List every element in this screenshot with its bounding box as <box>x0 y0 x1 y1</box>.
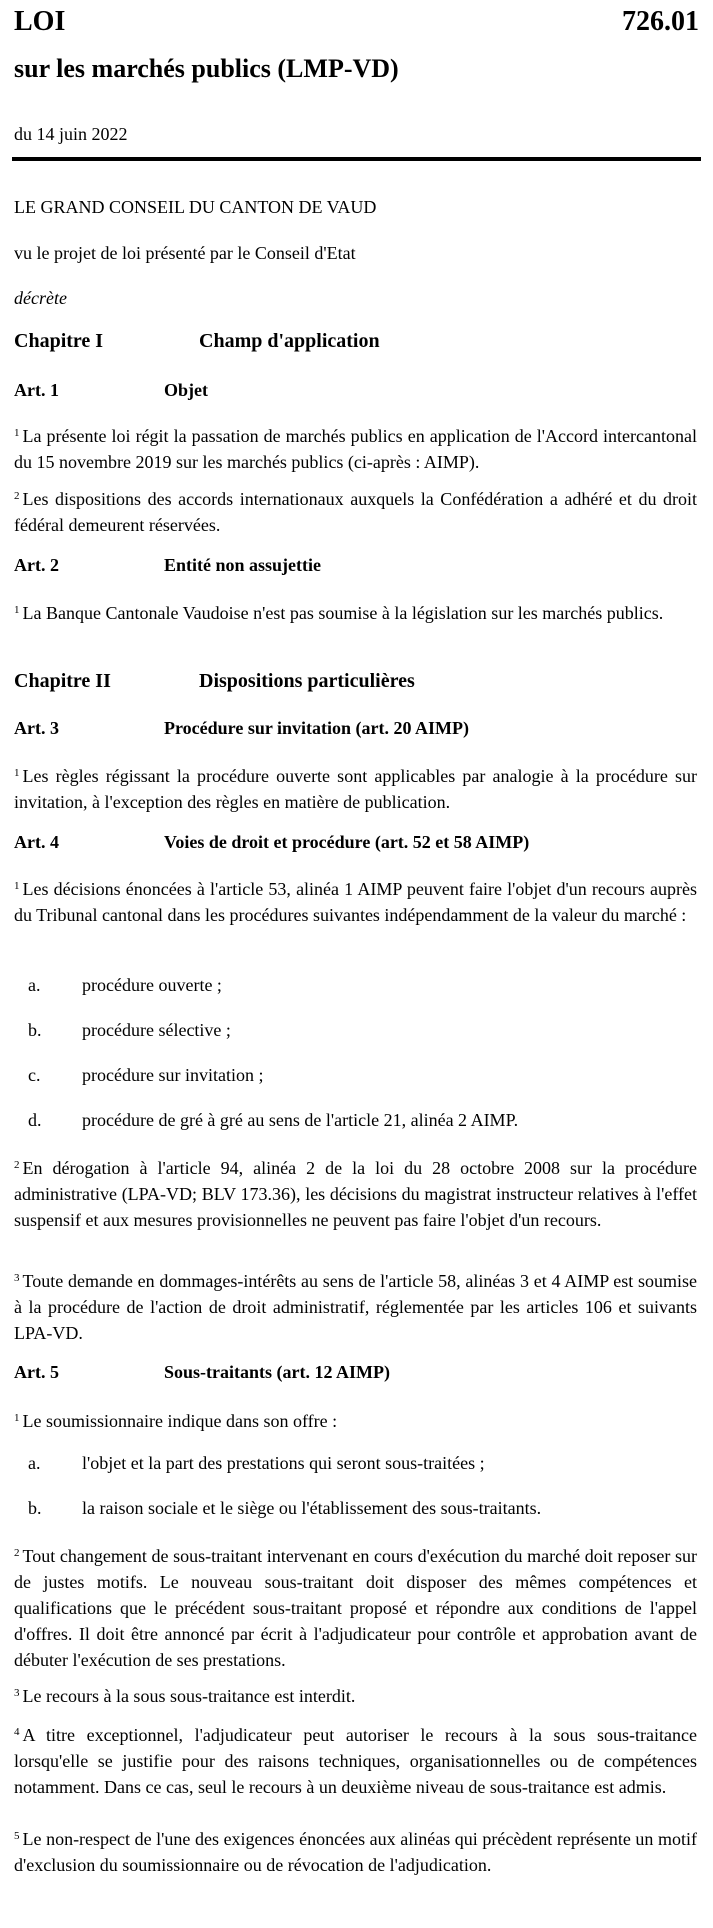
article-title: Procédure sur invitation (art. 20 AIMP) <box>164 718 469 738</box>
list-item-text: la raison sociale et le siège ou l'établissement des sous-traitants. <box>82 1498 542 1518</box>
paragraph <box>14 423 697 475</box>
article-heading <box>14 718 469 739</box>
paragraph-number: 2 <box>14 1159 20 1171</box>
paragraph-number: 3 <box>14 1687 20 1699</box>
list-item-text: procédure de gré à gré au sens de l'article 21, alinéa 2 AIMP. <box>82 1110 519 1130</box>
article-heading <box>14 380 208 401</box>
paragraph-number: 1 <box>14 427 20 439</box>
header-divider <box>12 157 701 161</box>
article-title: Sous-traitants (art. 12 AIMP) <box>164 1362 390 1382</box>
paragraph <box>14 1543 697 1673</box>
paragraph-text: Les décisions énoncées à l'article 53, alinéa 1 AIMP peuvent faire l'objet d'un recours auprès du Tribunal cantonal dans les procédures suivantes indépendamment de la valeur du marché : <box>14 879 697 925</box>
list-item-text: procédure ouverte ; <box>82 975 222 995</box>
article-number: Art. 2 <box>14 555 59 575</box>
paragraph <box>14 1155 697 1233</box>
article-heading <box>14 555 321 576</box>
article-title: Objet <box>164 380 208 400</box>
article-number: Art. 4 <box>14 832 59 852</box>
paragraph <box>14 486 697 538</box>
chapter-number: Chapitre I <box>14 330 104 352</box>
article-title: Entité non assujettie <box>164 555 321 575</box>
list-item-text: l'objet et la part des prestations qui seront sous-traitées ; <box>82 1453 485 1473</box>
paragraph-text: La présente loi régit la passation de marchés publics en application de l'Accord intercantonal du 15 novembre 2019 sur les marchés publics (ci-après : AIMP). <box>14 426 697 472</box>
law-date: du 14 juin 2022 <box>14 124 128 144</box>
article-number: Art. 5 <box>14 1362 59 1382</box>
paragraph <box>14 1826 697 1878</box>
list-item <box>28 1110 519 1131</box>
list-item-text: procédure sur invitation ; <box>82 1065 264 1085</box>
paragraph-number: 2 <box>14 490 20 502</box>
list-item <box>28 1453 485 1474</box>
paragraph <box>14 600 697 626</box>
law-type-title: LOI <box>14 6 66 37</box>
paragraph <box>14 763 697 815</box>
paragraph <box>14 1683 697 1709</box>
paragraph-text: En dérogation à l'article 94, alinéa 2 de la loi du 28 octobre 2008 sur la procédure administrative (LPA-VD; BLV 173.36), les décisions du magistrat instructeur relatives à l'effet suspensif et aux mesures provisionnelles ne peuvent pas faire l'objet d'un recours. <box>14 1158 697 1230</box>
paragraph <box>14 1722 697 1800</box>
article-heading <box>14 1362 390 1383</box>
paragraph-text: Le soumissionnaire indique dans son offre : <box>22 1411 338 1431</box>
paragraph-text: Le recours à la sous sous-traitance est interdit. <box>22 1686 356 1706</box>
chapter-heading <box>14 670 415 693</box>
law-number: 726.01 <box>622 6 699 37</box>
paragraph-text: Les règles régissant la procédure ouverte sont applicables par analogie à la procédure sur invitation, à l'exception des règles en matière de publication. <box>14 766 697 812</box>
chapter-heading <box>14 330 380 353</box>
chapter-title: Dispositions particulières <box>199 670 415 692</box>
list-item-letter: c. <box>28 1065 41 1085</box>
article-title: Voies de droit et procédure (art. 52 et 58 AIMP) <box>164 832 530 852</box>
law-subtitle: sur les marchés publics (LMP-VD) <box>14 54 399 83</box>
article-heading <box>14 832 530 853</box>
paragraph-text: Le non-respect de l'une des exigences énoncées aux alinéas qui précèdent représente un motif d'exclusion du soumissionnaire ou de révocation de l'adjudication. <box>14 1829 697 1875</box>
paragraph-text: A titre exceptionnel, l'adjudicateur peut autoriser le recours à la sous sous-traitance lorsqu'elle se justifie pour des raisons techniques, organisationnelles ou de compétences notamment. Dans ce cas, seul le recours à un deuxième niveau de sous-traitance est admis. <box>14 1725 697 1797</box>
preamble-authority: LE GRAND CONSEIL DU CANTON DE VAUD <box>14 197 377 217</box>
paragraph-number: 1 <box>14 604 20 616</box>
list-item-letter: b. <box>28 1498 42 1518</box>
preamble-considering: vu le projet de loi présenté par le Conseil d'Etat <box>14 243 356 263</box>
list-item <box>28 1020 231 1041</box>
list-item <box>28 1498 542 1519</box>
list-item <box>28 975 222 996</box>
paragraph-number: 4 <box>14 1726 20 1738</box>
paragraph-number: 3 <box>14 1272 20 1284</box>
list-item-letter: b. <box>28 1020 42 1040</box>
list-item-letter: a. <box>28 975 41 995</box>
list-item <box>28 1065 264 1086</box>
paragraph-number: 1 <box>14 880 20 892</box>
preamble-decree: décrète <box>14 288 67 308</box>
chapter-number: Chapitre II <box>14 670 111 692</box>
chapter-title: Champ d'application <box>199 330 380 352</box>
list-item-text: procédure sélective ; <box>82 1020 231 1040</box>
paragraph-number: 5 <box>14 1830 20 1842</box>
paragraph-number: 2 <box>14 1547 20 1559</box>
paragraph-text: Toute demande en dommages-intérêts au sens de l'article 58, alinéas 3 et 4 AIMP est soumise à la procédure de l'action de droit administratif, réglementée par les articles 106 et suivants LPA-VD. <box>14 1271 697 1343</box>
paragraph <box>14 876 697 928</box>
list-item-letter: d. <box>28 1110 42 1130</box>
paragraph-number: 1 <box>14 767 20 779</box>
paragraph-text: Tout changement de sous-traitant intervenant en cours d'exécution du marché doit reposer sur de justes motifs. Le nouveau sous-traitant doit disposer des mêmes compétences et qualifications que le précédent sous-traitant proposé et répondre aux conditions de l'appel d'offres. Il doit être annoncé par écrit à l'adjudicateur pour contrôle et approbation avant de débuter l'exécution de ses prestations. <box>14 1546 697 1670</box>
paragraph <box>14 1268 697 1346</box>
paragraph-number: 1 <box>14 1412 20 1424</box>
article-number: Art. 1 <box>14 380 59 400</box>
article-number: Art. 3 <box>14 718 59 738</box>
list-item-letter: a. <box>28 1453 41 1473</box>
paragraph-text: Les dispositions des accords internationaux auxquels la Confédération a adhéré et du droit fédéral demeurent réservées. <box>14 489 697 535</box>
paragraph-text: La Banque Cantonale Vaudoise n'est pas soumise à la législation sur les marchés publics. <box>22 603 664 623</box>
paragraph <box>14 1408 697 1434</box>
